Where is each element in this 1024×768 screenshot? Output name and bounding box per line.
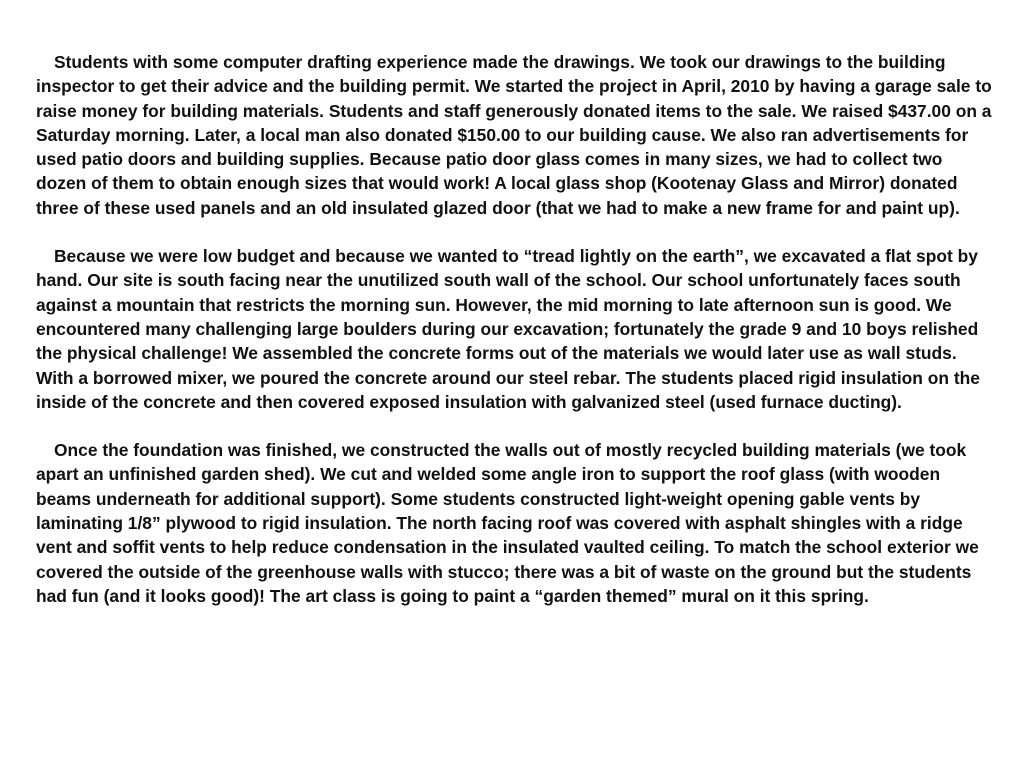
paragraph-walls-and-roof: Once the foundation was finished, we constructed the walls out of mostly recycled building materials (we took apart an unfinished garden shed). We cut and welded some angle iron to support the roof glass (with wooden beams underneath for additional support). Some students constructed light-weight opening gable vents by laminating 1/8” plywood to rigid insulation. The north facing roof was covered with asphalt shingles with a ridge vent and soffit vents to help reduce condensation in the insulated vaulted ceiling. To match the school exterior we covered the outside of the greenhouse walls with stucco; there was a bit of waste on the ground but the students had fun (and it looks good)! The art class is going to paint a “garden themed” mural on it this spring. bbox=[36, 440, 979, 606]
document-body bbox=[36, 50, 992, 632]
paragraph-fundraising: Students with some computer drafting experience made the drawings. We took our drawings to the building inspector to get their advice and the building permit. We started the project in April, 2010 by having a garage sale to raise money for building materials. Students and staff generously donated items to the sale. We raised $437.00 on a Saturday morning. Later, a local man also donated $150.00 to our building cause. We also ran advertisements for used patio doors and building supplies. Because patio door glass comes in many sizes, we had to collect two dozen of them to obtain enough sizes that would work! A local glass shop (Kootenay Glass and Mirror) donated three of these used panels and an old insulated glazed door (that we had to make a new frame for and paint up). bbox=[36, 52, 992, 218]
paragraph-foundation: Because we were low budget and because we wanted to “tread lightly on the earth”, we excavated a flat spot by hand. Our site is south facing near the unutilized south wall of the school. Our school unfortunately faces south against a mountain that restricts the morning sun. However, the mid morning to late afternoon sun is good. We encountered many challenging large boulders during our excavation; fortunately the grade 9 and 10 boys relished the physical challenge! We assembled the concrete forms out of the materials we would later use as wall studs. With a borrowed mixer, we poured the concrete around our steel rebar. The students placed rigid insulation on the inside of the concrete and then covered exposed insulation with galvanized steel (used furnace ducting). bbox=[36, 246, 980, 412]
